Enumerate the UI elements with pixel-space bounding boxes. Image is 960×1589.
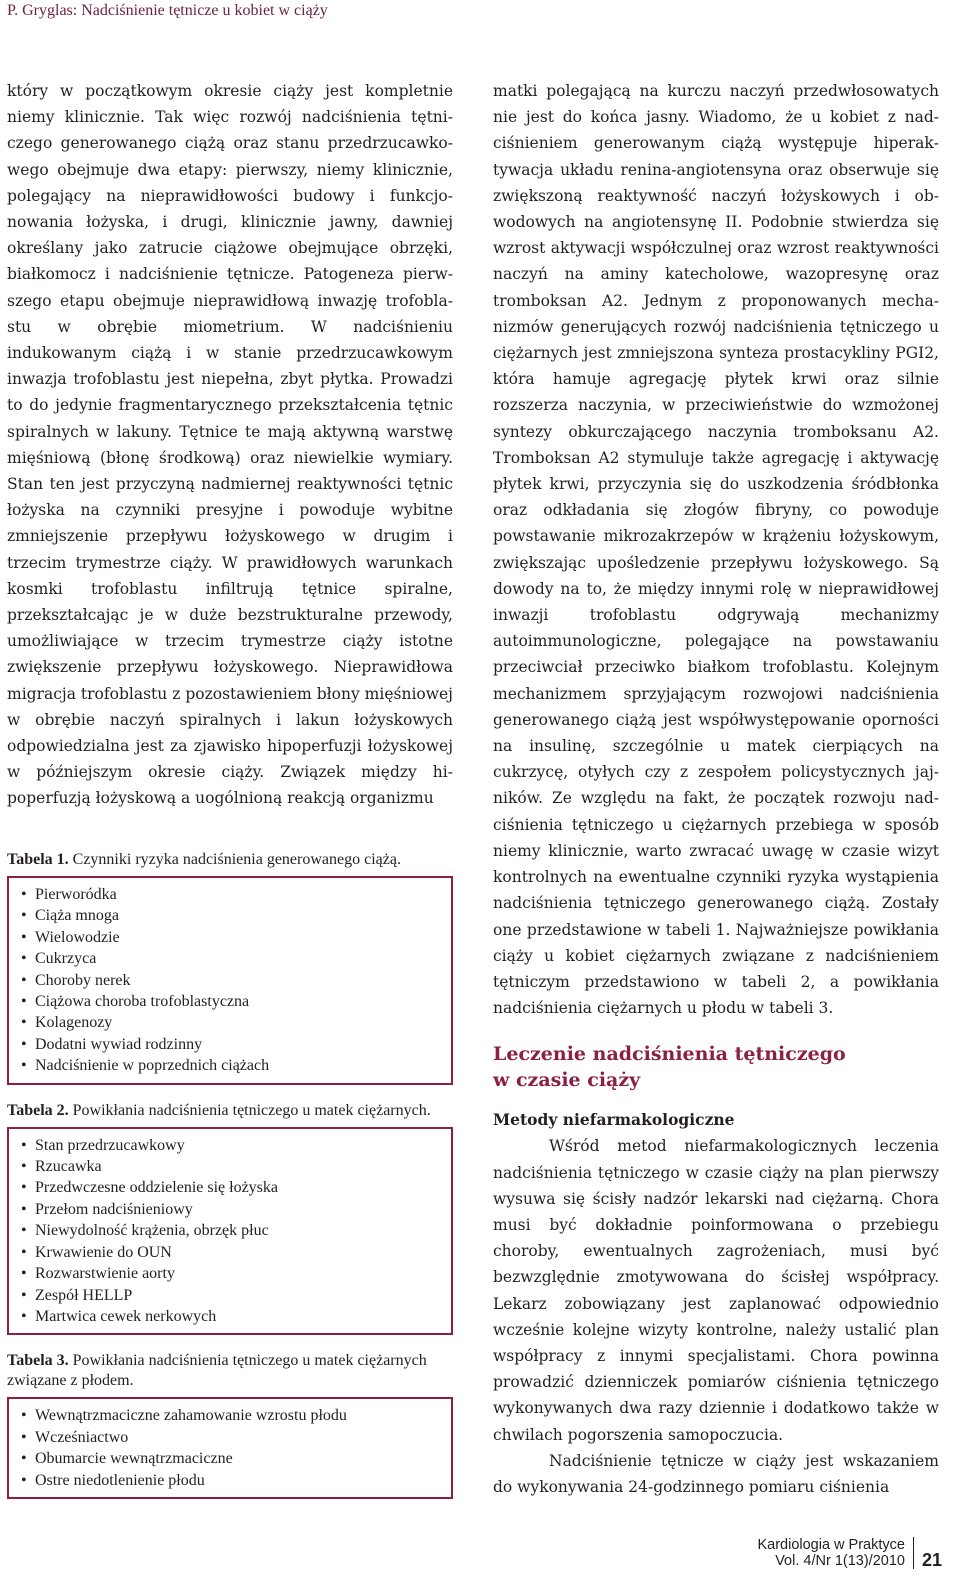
list-item: • Rzucawka [21, 1156, 443, 1177]
list-item: • Wewnątrzmaciczne zahamowanie wzrostu płodu [21, 1405, 443, 1426]
table-caption [7, 850, 453, 870]
list-item: • Obumarcie wewnątrzmaciczne [21, 1448, 443, 1469]
table-caption-text: Czynniki ryzyka nadciśnienia generowanego ciążą. [68, 851, 401, 868]
list-item: • Przedwczesne oddzielenie się łożyska [21, 1177, 443, 1198]
section-title-line: Leczenie nadciśnienia tętniczego [493, 1043, 846, 1066]
table-box [7, 1127, 453, 1336]
table-label: Tabela 1. [7, 851, 69, 868]
list-item: • Dodatni wywiad rodzinny [21, 1034, 443, 1055]
right-column [493, 78, 939, 1500]
list-item: • Wielowodzie [21, 927, 443, 948]
table-2 [7, 1101, 453, 1336]
table-1 [7, 850, 453, 1085]
tables-block [7, 850, 453, 1515]
table-caption [7, 1101, 453, 1121]
journal-info [757, 1537, 914, 1569]
left-column [7, 78, 453, 812]
list-item: • Niewydolność krążenia, obrzęk płuc [21, 1220, 443, 1241]
table-box [7, 876, 453, 1085]
body-paragraph: Nadciśnienie tętnicze w ciąży jest wskazaniem do wykonywania 24-godzinnego pomiaru ciśnienia [493, 1451, 939, 1496]
list-item: • Wcześniactwo [21, 1427, 443, 1448]
subsection-title: Metody niefarmakologiczne [493, 1110, 735, 1130]
list-item: • Ciąża mnoga [21, 905, 443, 926]
table-caption [7, 1351, 453, 1391]
list-item: • Ciążowa choroba trofoblastyczna [21, 991, 443, 1012]
table-caption-text: Powikłania nadciśnienia tętniczego u matek ciężarnych związane z płodem. [7, 1352, 427, 1390]
list-item: • Martwica cewek nerkowych [21, 1306, 443, 1327]
body-paragraph: Wśród metod niefarmakologicznych leczenia nadciśnienia tętniczego w czasie ciąży na plan pierwszy wysuwa się ścisły nadzór lekarski nad ciężarną. Chora musi być dokładnie poinformowana o przebiegu choroby, ewentualnych zagrożeniach, musi być bezwzględnie zmotywowana do ścisłej współpracy. Lekarz zobowiązany jest zaplanować odpowiednio wcześnie kolejne wizyty kontrolne, należy ustalić plan współpracy z innymi specjalistami. Chora powinna prowadzić dzienniczek pomiarów ciśnienia tętniczego wykonywanych dwa razy dziennie i dodatkowo także w chwilach pogorszenia samopoczucia. [493, 1137, 939, 1444]
body-paragraph: który w początkowym okresie ciąży jest kompletnie niemy klinicznie. Tak więc rozwój nadciśnienia tętniczego generowanego ciążą oraz stanu przedrzucawkowego obejmuje dwa etapy: pierwszy, niemy klinicznie, polegający na nieprawidłowości budowy i funkcjonowania łożyska, i drugi, klinicznie jawny, dawniej określany jako zatrucie ciążowe obejmujące obrzęki, białkomocz i nadciśnienie tętnicze. Patogeneza pierwszego etapu obejmuje nieprawidłową inwazję trofoblastu w obrębie miometrium. W nadciśnieniu indukowanym ciążą i w stanie przedrzucawkowym inwazja trofoblastu jest niepełna, zbyt płytka. Prowadzi to do jedynie fragmentarycznego przekształcenia tętnic spiralnych w lakuny. Tętnice te mają aktywną warstwę mięśniową (błonę środkową) oraz niewielkie wymiary. Stan ten jest przyczyną nadmiernej reaktywności tętnic łożyska na czynniki presyjne i powoduje wybitne zmniejszenie przepływu łożyskowego w drugim i trzecim trymestrze ciąży. W prawidłowych warunkach kosmki trofoblastu infiltrują tętnice spiralne, przekształcając je w duże bezstrukturalne przewody, umożliwiające w trzecim trymestrze ciąży istotne zwiększenie przepływu łożyskowego. Nieprawidłowa migracja trofoblastu z pozostawieniem błony mięśniowej w obrębie naczyń spiralnych i lakun łożyskowych odpowiedzialna jest za zjawisko hipoperfuzji łożyskowej w późniejszym okresie ciąży. Związek między hipoperfuzją łożyskową a uogólnioną reakcją organizmu [7, 82, 453, 808]
list-item: • Stan przedrzucawkowy [21, 1135, 443, 1156]
section-title [493, 1041, 939, 1093]
table-caption-text: Powikłania nadciśnienia tętniczego u matek ciężarnych. [68, 1101, 431, 1119]
running-head: P. Gryglas: Nadciśnienie tętnicze u kobiet w ciąży [7, 2, 328, 19]
body-paragraph: matki polegającą na kurczu naczyń przedwłosowatych nie jest do końca jasny. Wiadomo, że u kobiet z nadciśnieniem generowanym ciążą występuje hiperaktywacja układu renina-angiotensyna oraz obserwuje się zwiększoną reaktywność naczyń łożyskowych i obwodowych na angiotensynę II. Podobnie stwierdza się wzrost aktywacji współczulnej oraz wzrost reaktywności naczyń na aminy katecholowe, wazopresynę oraz tromboksan A2. Jednym z proponowanych mechanizmów generujących rozwój nadciśnienia tętniczego u ciężarnych jest zmniejszona synteza prostacykliny PGI2, która hamuje agregację płytek krwi oraz silnie rozszerza naczynia, w przeciwieństwie do wzmożonej syntezy obkurczającego naczynia tromboksanu A2. Tromboksan A2 stymuluje także agregację i aktywację płytek krwi, przyczynia się do uszkodzenia śródbłonka oraz odkładania się złogów fibryny, co powoduje powstawanie mikrozakrzepów w krążeniu łożyskowym, zwiększając upośledzenie przepływu łożyskowego. Są dowody na to, że między innymi rolę w nieprawidłowej inwazji trofoblastu odgrywają mechanizmy autoimmunologiczne, polegające na powstawaniu przeciwciał przeciwko białkom trofoblastu. Kolejnym mechanizmem sprzyjającym rozwojowi nadciśnienia generowanego ciążą jest współwystępowanie oporności na insulinę, szczególnie u matek cierpiących na cukrzycę, otyłych czy z zespołem policystycznych jajników. Ze względu na fakt, że początek rozwoju nadciśnienia tętniczego u ciężarnych przebiega w sposób niemy klinicznie, warto zwracać uwagę w czasie wizyt kontrolnych na ewentualne czynniki ryzyka wystąpienia nadciśnienia tętniczego generowanego ciążą. Zostały one przedstawione w tabeli 1. Najważniejsze powikłania ciąży u kobiet ciężarnych związane z nadciśnieniem tętniczym przedstawiono w tabeli 2, a powikłania nadciśnienia ciężarnych u płodu w tabeli 3. [493, 82, 939, 1018]
table-label: Tabela 3. [7, 1352, 69, 1370]
list-item: • Krwawienie do OUN [21, 1242, 443, 1263]
table-box [7, 1397, 453, 1499]
list-item: • Pierworódka [21, 884, 443, 905]
table-label: Tabela 2. [7, 1101, 69, 1119]
journal-name: Kardiologia w Praktyce [757, 1537, 905, 1553]
section-title-line: w czasie ciąży [493, 1069, 641, 1092]
list-item: • Cukrzyca [21, 948, 443, 969]
journal-volume: Vol. 4/Nr 1(13)/2010 [775, 1553, 905, 1569]
list-item: • Przełom nadciśnieniowy [21, 1199, 443, 1220]
list-item: • Zespół HELLP [21, 1285, 443, 1306]
page-footer [757, 1537, 942, 1569]
list-item: • Kolagenozy [21, 1012, 443, 1033]
page-number: 21 [921, 1550, 942, 1570]
list-item: • Ostre niedotlenienie płodu [21, 1470, 443, 1491]
list-item: • Rozwarstwienie aorty [21, 1263, 443, 1284]
list-item: • Choroby nerek [21, 970, 443, 991]
list-item: • Nadciśnienie w poprzednich ciążach [21, 1055, 443, 1076]
table-3 [7, 1351, 453, 1499]
